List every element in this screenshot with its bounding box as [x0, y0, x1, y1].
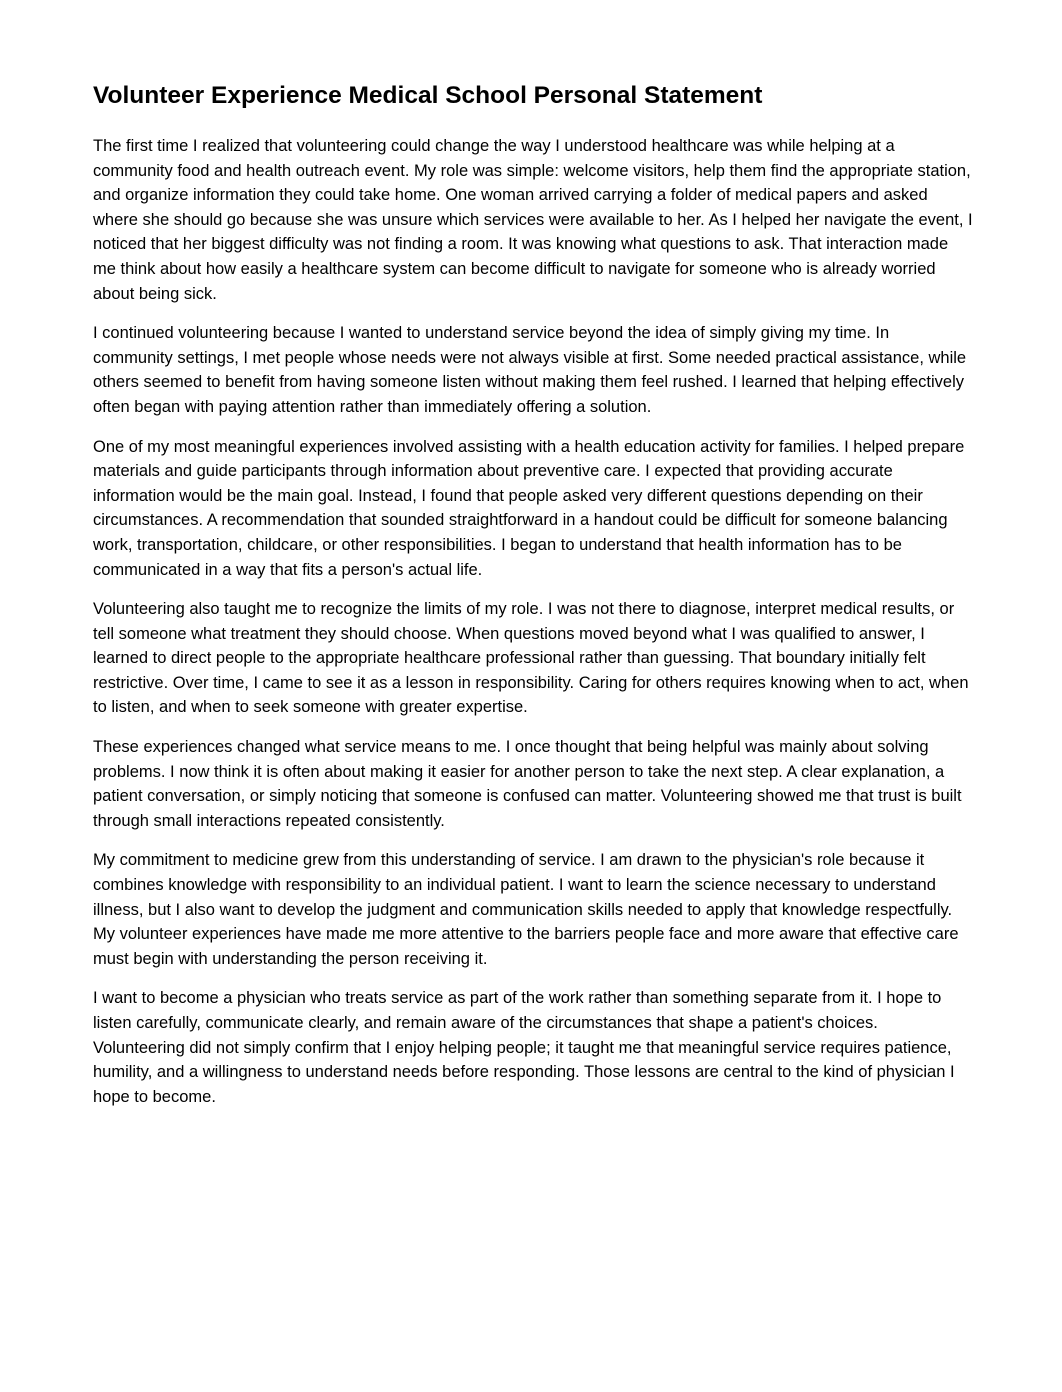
- paragraph-6: My commitment to medicine grew from this understanding of service. I am drawn to the physician's role because it combines knowledge with responsibility to an individual patient. I want to learn the science necessary to understand illness, but I also want to develop the judgment and communication skills needed to apply that knowledge respectfully. My volunteer experiences have made me more attentive to the barriers people face and more aware that effective care must begin with understanding the person receiving it.: [93, 851, 959, 968]
- paragraph-2: I continued volunteering because I wanted to understand service beyond the idea of simply giving my time. In community settings, I met people whose needs were not always visible at first. Some needed practical assistance, while others seemed to benefit from having someone listen without making them feel rushed. I learned that helping effectively often began with paying attention rather than immediately offering a solution.: [93, 324, 967, 416]
- document-title: Volunteer Experience Medical School Personal Statement: [93, 82, 763, 109]
- paragraph-3: One of my most meaningful experiences involved assisting with a health education activity for families. I helped prepare materials and guide participants through information about preventive care. I expected that providing accurate information would be the main goal. Instead, I found that people asked very different questions depending on their circumstances. A recommendation that sounded straightforward in a handout could be difficult for someone balancing work, transportation, childcare, or other responsibilities. I began to understand that health information has to be communicated in a way that fits a person's actual life.: [93, 437, 965, 579]
- paragraph-7: I want to become a physician who treats service as part of the work rather than something separate from it. I hope to listen carefully, communicate clearly, and remain aware of the circumstances that shape a patient's choices. Volunteering did not simply confirm that I enjoy helping people; it taught me that meaningful service requires patience, humility, and a willingness to understand needs before responding. Those lessons are central to the kind of physician I hope to become.: [93, 989, 955, 1106]
- document-page: [93, 80, 973, 1124]
- paragraph-4: Volunteering also taught me to recognize the limits of my role. I was not there to diagnose, interpret medical results, or tell someone what treatment they should choose. When questions moved beyond what I was qualified to answer, I learned to direct people to the appropriate healthcare professional rather than guessing. That boundary initially felt restrictive. Over time, I came to see it as a lesson in responsibility. Caring for others requires knowing when to act, when to listen, and when to seek someone with greater expertise.: [93, 600, 969, 717]
- paragraph-5: These experiences changed what service means to me. I once thought that being helpful was mainly about solving problems. I now think it is often about making it easier for another person to take the next step. A clear explanation, a patient conversation, or simply noticing that someone is confused can matter. Volunteering showed me that trust is built through small interactions repeated consistently.: [93, 738, 962, 830]
- paragraph-1: The first time I realized that volunteering could change the way I understood healthcare was while helping at a community food and health outreach event. My role was simple: welcome visitors, help them find the appropriate station, and organize information they could take home. One woman arrived carrying a folder of medical papers and asked where she should go because she was unsure which services were available to her. As I helped her navigate the event, I noticed that her biggest difficulty was not finding a room. It was knowing what questions to ask. That interaction made me think about how easily a healthcare system can become difficult to navigate for someone who is already worried about being sick.: [93, 137, 973, 303]
